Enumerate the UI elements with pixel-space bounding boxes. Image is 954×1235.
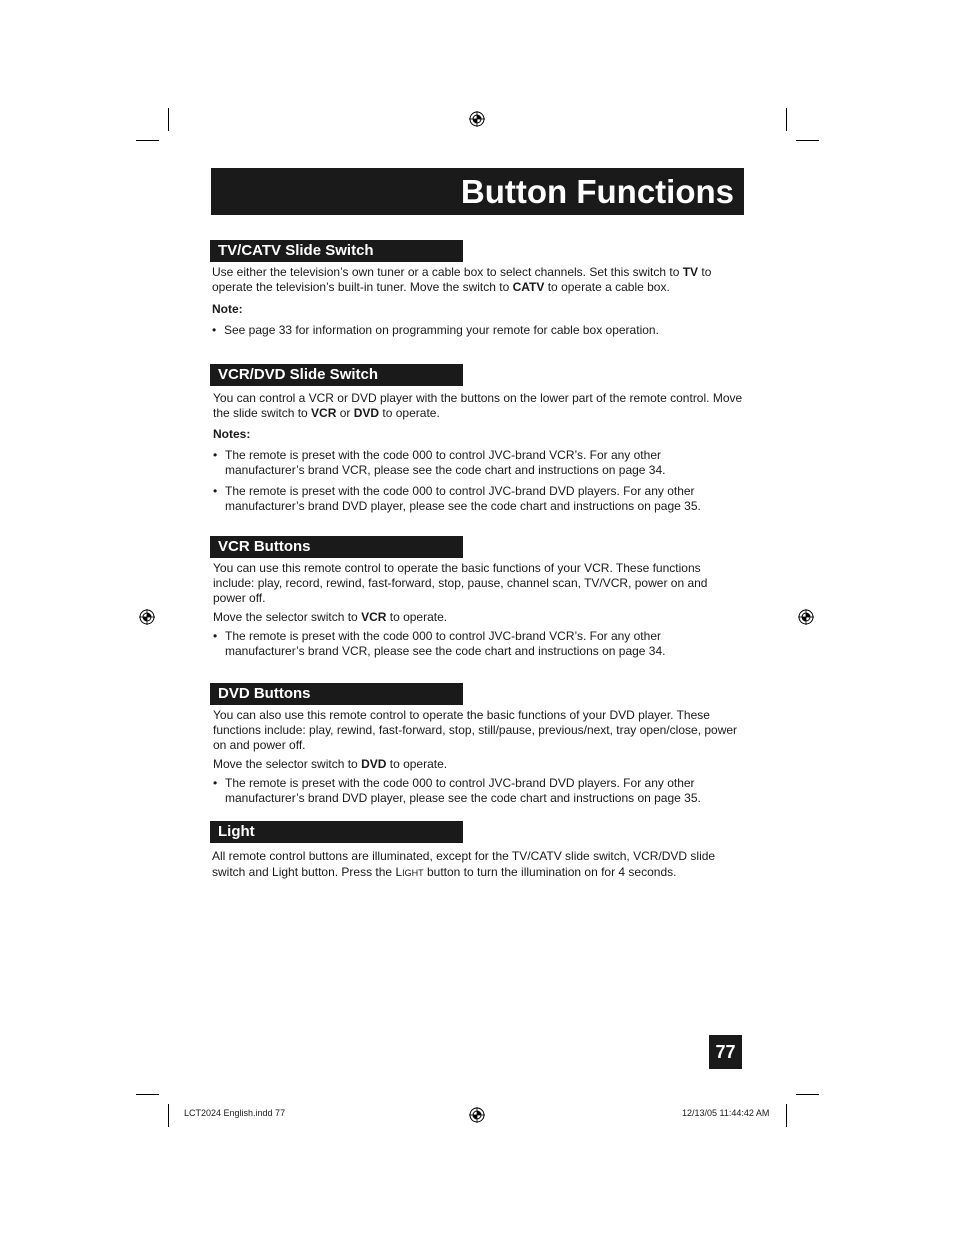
registration-mark-icon — [469, 111, 485, 127]
section-heading-vcr-buttons — [210, 536, 463, 558]
text-run: to operate. — [386, 757, 448, 771]
crop-mark-bottom-right-horizontal — [796, 1094, 819, 1095]
bold-text-run: DVD — [353, 406, 380, 420]
crop-mark-top-left-vertical — [168, 108, 169, 131]
vcrdvd-paragraph — [213, 391, 743, 421]
dvd-selector-instruction — [213, 757, 743, 772]
text-run: Use either the television’s own tuner or a cable box to select channels. Set this switch to — [212, 265, 683, 279]
bullet-dot: • — [213, 448, 218, 462]
section-heading-text: VCR/DVD Slide Switch — [218, 366, 379, 383]
bullet-dot: • — [213, 776, 218, 790]
crop-mark-top-right-vertical — [786, 108, 787, 131]
crop-mark-bottom-left-horizontal — [136, 1094, 159, 1095]
vcr-buttons-paragraph: You can use this remote control to operate the basic functions of your VCR. These functions include: play, record, rewind, fast-forward, stop, pause, channel scan, TV/VCR, power on and power off. — [213, 561, 708, 605]
section-heading-vcrdvd — [210, 364, 463, 386]
small-caps-text-run: IGHT — [402, 868, 424, 878]
bullet-dot: • — [212, 323, 217, 337]
text-run: to operate. — [379, 406, 440, 420]
text-run: You can control a VCR or DVD player with the buttons on the lower part of the remote control. Move the slide switch to — [213, 391, 743, 420]
section-heading-tvcatv — [210, 240, 463, 262]
footer-file-name: LCT2024 English.indd 77 — [184, 1108, 286, 1118]
bold-text-run: DVD — [361, 757, 387, 771]
crop-mark-top-left-horizontal — [136, 140, 159, 141]
text-run: to operate a cable box. — [544, 280, 670, 294]
page-title: Button Functions — [460, 173, 734, 210]
bullet-dot: • — [213, 484, 218, 498]
registration-mark-icon — [798, 609, 814, 625]
page-title-bar — [211, 168, 744, 215]
section-heading-text: TV/CATV Slide Switch — [218, 242, 374, 259]
crop-mark-top-right-horizontal — [796, 140, 819, 141]
section-heading-dvd-buttons — [210, 683, 463, 705]
note-label: Note: — [212, 302, 243, 316]
section-heading-text: Light — [218, 823, 255, 840]
section-heading-light — [210, 821, 463, 843]
dvd-buttons-paragraph: You can also use this remote control to operate the basic functions of your DVD player. These functions include: play, rewind, fast-forward, stop, still/pause, previous/next, tray open/close, power on and power off. — [213, 708, 738, 752]
bold-text-run: TV — [682, 265, 699, 279]
list-item — [213, 448, 743, 478]
footer-timestamp: 12/13/05 11:44:42 AM — [682, 1108, 770, 1118]
bullet-dot: • — [213, 629, 218, 643]
list-item-text: The remote is preset with the code 000 to control JVC-brand VCR’s. For any other manufacturer’s brand VCR, please see the code chart and instructions on page 34. — [225, 629, 666, 658]
text-run: to operate. — [386, 610, 448, 624]
text-run: Move the selector switch to — [213, 757, 362, 771]
bold-text-run: VCR — [361, 610, 387, 624]
crop-mark-bottom-left-vertical — [168, 1104, 169, 1127]
text-run: button to turn the illumination on for 4 seconds. — [423, 865, 677, 879]
vcr-selector-instruction — [213, 610, 743, 625]
tvcatv-paragraph — [212, 265, 742, 295]
list-item — [212, 323, 742, 338]
crop-mark-bottom-right-vertical — [786, 1104, 787, 1127]
notes-label: Notes: — [213, 427, 251, 441]
registration-mark-icon — [469, 1107, 485, 1123]
section-heading-text: VCR Buttons — [218, 538, 311, 555]
list-item — [213, 484, 743, 514]
list-item-text: The remote is preset with the code 000 to control JVC-brand VCR’s. For any other manufacturer’s brand VCR, please see the code chart and instructions on page 34. — [225, 448, 666, 477]
page-number-box — [709, 1035, 742, 1069]
small-caps-text-run: L — [395, 865, 403, 879]
registration-mark-icon — [139, 609, 155, 625]
section-heading-text: DVD Buttons — [218, 685, 311, 702]
text-run: or — [336, 406, 354, 420]
list-item-text: The remote is preset with the code 000 to control JVC-brand DVD players. For any other manufacturer’s brand DVD player, please see the code chart and instructions on page 35. — [225, 776, 701, 805]
text-run: to operate the television’s built-in tuner. Move the switch to — [212, 265, 712, 294]
bold-text-run: VCR — [311, 406, 337, 420]
light-paragraph — [212, 848, 747, 881]
list-item — [213, 629, 743, 659]
list-item-text: The remote is preset with the code 000 to control JVC-brand DVD players. For any other manufacturer’s brand DVD player, please see the code chart and instructions on page 35. — [225, 484, 701, 513]
text-run: All remote control buttons are illuminated, except for the TV/CATV slide switch, VCR/DVD slide switch and Light button. Press the — [212, 849, 716, 879]
list-item-text: See page 33 for information on programming your remote for cable box operation. — [224, 323, 659, 337]
page-number: 77 — [715, 1042, 736, 1062]
bold-text-run: CATV — [512, 280, 545, 294]
text-run: Move the selector switch to — [213, 610, 362, 624]
list-item — [213, 776, 743, 806]
